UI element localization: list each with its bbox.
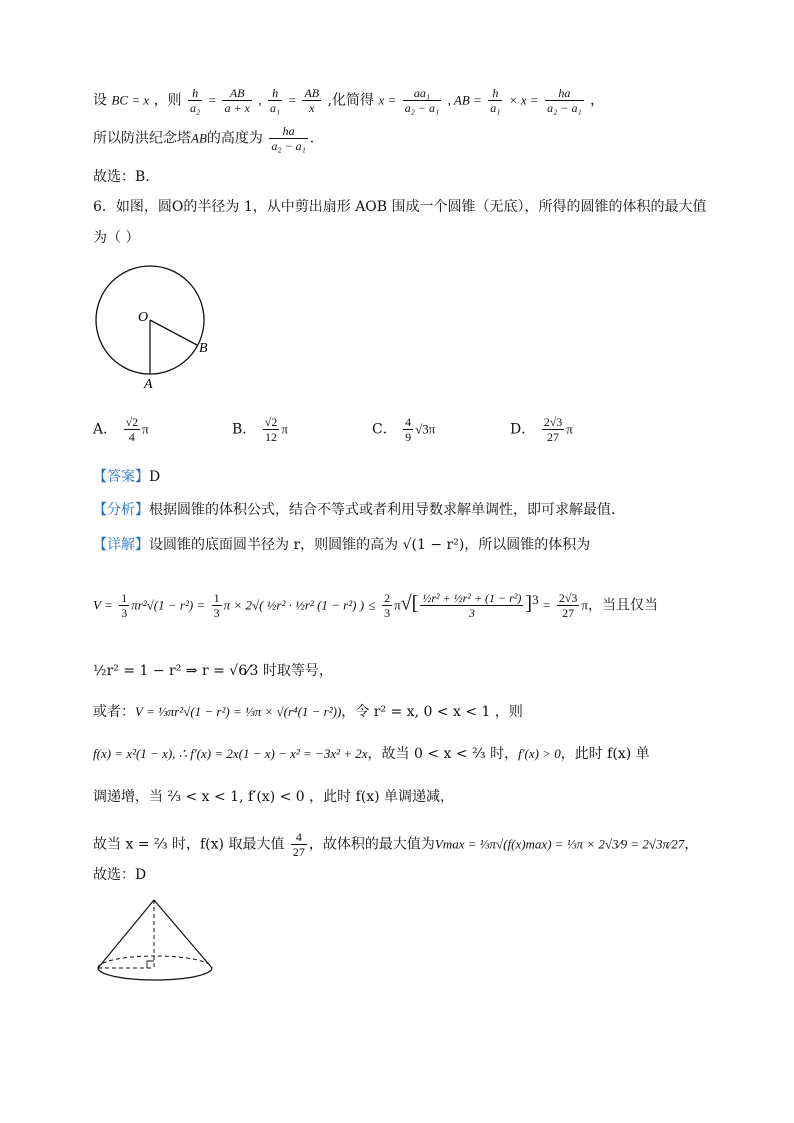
num: 4 <box>405 415 412 429</box>
den: 27 <box>562 606 575 621</box>
option-c[interactable] <box>372 415 435 444</box>
analysis-row <box>93 501 615 519</box>
frac-ab-x <box>302 86 321 115</box>
frac-ha <box>545 86 583 115</box>
num: 2√3 <box>558 591 578 606</box>
text-mid: ，故当 0 < x < ⅔ 时， <box>367 746 519 762</box>
cone-base-back <box>98 956 212 968</box>
option-c-label: C． <box>372 421 397 438</box>
answer5-line: 故选：B. <box>93 169 150 185</box>
num: 2√3 <box>543 415 563 429</box>
option-a-frac <box>124 415 141 444</box>
sep: , <box>258 92 262 108</box>
text: 的高度为 <box>206 130 263 147</box>
eq-sign: = <box>208 92 216 108</box>
num: √2 <box>125 415 139 429</box>
den: x <box>309 101 315 115</box>
den: 9 <box>405 430 412 444</box>
frac-4-27 <box>291 830 307 859</box>
label-a: A <box>144 377 153 392</box>
text-let: ，令 r² = x, 0 < x < 1 ，则 <box>341 704 523 720</box>
frac-h-a2 <box>188 86 202 115</box>
pi: π <box>394 597 401 613</box>
pi: π <box>142 421 149 437</box>
question6-line1: 6．如图，圆O的半径为 1，从中剪出扇形 AOB 围成一个圆锥（无底），所得的圆锥的体积的最大值 <box>93 199 707 215</box>
text-prefix: 设 <box>93 92 107 109</box>
text-simplify: ,化简得 <box>327 92 375 109</box>
den: 4 <box>128 430 135 444</box>
question6-line2: 为（ ） <box>93 230 140 246</box>
den: 3 <box>213 606 220 621</box>
circle-figure <box>92 262 222 394</box>
detail-row <box>93 536 590 554</box>
frac-one-third <box>119 591 129 620</box>
num: 1 <box>213 591 220 606</box>
eq-sign: = <box>543 597 551 613</box>
period: . <box>309 130 315 147</box>
den: a₂ − a₁ <box>404 101 440 115</box>
math-bc-eq: BC = x <box>111 92 150 108</box>
radius-ob <box>150 320 197 345</box>
den: 12 <box>265 430 278 444</box>
pi: π <box>281 421 288 437</box>
math-vmax: Vmax = ⅓π√(f(x)max) = ⅓π × 2√3⁄9 = 2√3π⁄27 <box>434 836 685 852</box>
num: 1 <box>121 591 128 606</box>
equation-volume-inequality <box>93 591 658 620</box>
den: a + x <box>224 101 250 115</box>
option-d-label: D． <box>510 421 536 438</box>
math-x-eq: x = <box>378 92 397 108</box>
num: h <box>188 86 202 101</box>
exponent: 3 <box>532 592 539 607</box>
math-ab: AB <box>191 130 207 146</box>
den: a₁ <box>270 101 281 115</box>
analysis-tag: 【分析】 <box>93 502 149 518</box>
eq-sign: = <box>288 92 296 108</box>
answer-tag: 【答案】 <box>93 469 149 485</box>
num: 2 <box>384 591 391 606</box>
num: AB <box>304 86 320 100</box>
detail-tag: 【详解】 <box>93 537 149 553</box>
math-formula: f(x) = x²(1 − x), ∴ f′(x) = 2x(1 − x) − x² = −3x² + 2x <box>93 746 368 761</box>
text-when-max: 故当 x = ⅔ 时，f(x) 取最大值 <box>93 836 285 853</box>
option-c-frac <box>403 415 413 444</box>
den: 27 <box>546 430 559 444</box>
equation-maximum <box>93 830 698 859</box>
bracket-close: ] <box>525 592 533 615</box>
le-sign: ≤ <box>368 597 376 613</box>
num: ½r² + ½r² + (1 − r²) <box>422 591 522 606</box>
den: 3 <box>384 606 391 621</box>
text-when: ，当且仅当 <box>588 597 658 614</box>
cone-right-slant <box>154 900 212 968</box>
num: ha <box>545 86 583 101</box>
math-positive: f′(x) > 0 <box>518 746 561 761</box>
equation-equality-condition: ½r² = 1 − r² ⇒ r = √6⁄3 时取等号， <box>93 663 333 679</box>
sqrt-open: √[ <box>400 592 419 615</box>
cone-base-front <box>98 968 212 980</box>
text-end: ， <box>684 836 699 853</box>
math-part2: π × 2 <box>223 597 252 613</box>
right-angle-mark <box>147 961 154 968</box>
frac-result <box>557 591 580 620</box>
math-inner-sqrt: √( ½r² · ½r² (1 − r²) ) <box>251 597 365 613</box>
option-a[interactable] <box>93 415 149 444</box>
num: AB <box>222 86 251 101</box>
text-tail: ， <box>590 92 605 109</box>
frac-height <box>269 124 307 153</box>
num: h <box>488 86 502 101</box>
frac-am-gm <box>420 591 523 620</box>
math-formula: V = ⅓πr²√(1 − r²) = ⅓π × √(r⁴(1 − r²)) <box>135 704 342 719</box>
text-tail: ，此时 f(x) 单 <box>560 746 650 762</box>
equation-alternative <box>93 703 523 721</box>
text-prefix: 或者： <box>93 704 135 720</box>
cone-figure <box>94 896 218 988</box>
option-a-label: A． <box>93 421 118 438</box>
answer-value: D <box>149 469 161 485</box>
equation-derivative <box>93 745 650 763</box>
option-d[interactable] <box>510 415 573 444</box>
den: 3 <box>468 606 475 621</box>
option-b-label: B． <box>232 421 257 438</box>
frac-aa1 <box>403 86 441 115</box>
label-b: B <box>199 341 208 356</box>
analysis-text: 根据圆锥的体积公式，结合不等式或者利用导数求解单调性，即可求解最值. <box>149 502 616 518</box>
math-times-x: × x = <box>508 92 539 108</box>
num: aa₁ <box>403 86 441 101</box>
sqrt3-pi: √3π <box>415 421 436 437</box>
math-part1: πr²√(1 − r²) = <box>131 597 206 613</box>
pi: π <box>566 421 573 437</box>
text-vmax-label: ，故体积的最大值为 <box>308 836 435 853</box>
num: √2 <box>264 415 278 429</box>
den: 3 <box>121 606 128 621</box>
den: a₁ <box>490 101 501 115</box>
label-o: O <box>138 310 149 325</box>
option-b-frac <box>263 415 280 444</box>
den: a₂ <box>190 101 201 115</box>
option-b[interactable] <box>232 415 288 444</box>
frac-ab-ax <box>222 86 251 115</box>
num: ha <box>269 124 307 139</box>
answer6-row <box>93 468 160 486</box>
option-d-frac <box>542 415 565 444</box>
answer6-line: 故选：D <box>93 867 147 883</box>
text: 所以防洪纪念塔 <box>93 130 191 147</box>
frac-h-a1 <box>268 86 282 115</box>
num: 4 <box>291 830 307 845</box>
detail-text: 设圆锥的底面圆半径为 r，则圆锥的高为 √(1 − r²)，所以圆锥的体积为 <box>149 537 591 553</box>
math-v: V = <box>93 597 113 613</box>
frac-h-a1-b <box>488 86 502 115</box>
text-then: ，则 <box>153 92 182 109</box>
num: h <box>268 86 282 101</box>
den: 27 <box>292 845 305 859</box>
pi: π <box>581 597 588 613</box>
frac-one-third-2 <box>212 591 222 620</box>
den: a₂ − a₁ <box>271 139 306 153</box>
solution5-line2 <box>93 124 314 153</box>
den: a₂ − a₁ <box>547 101 582 115</box>
solution5-line1 <box>93 86 604 115</box>
frac-two-thirds <box>382 591 392 620</box>
math-ab-eq: , AB = <box>447 92 482 108</box>
equation-decreasing: 调递增，当 ⅔ < x < 1, f′(x) < 0 ，此时 f(x) 单调递减， <box>93 789 455 805</box>
